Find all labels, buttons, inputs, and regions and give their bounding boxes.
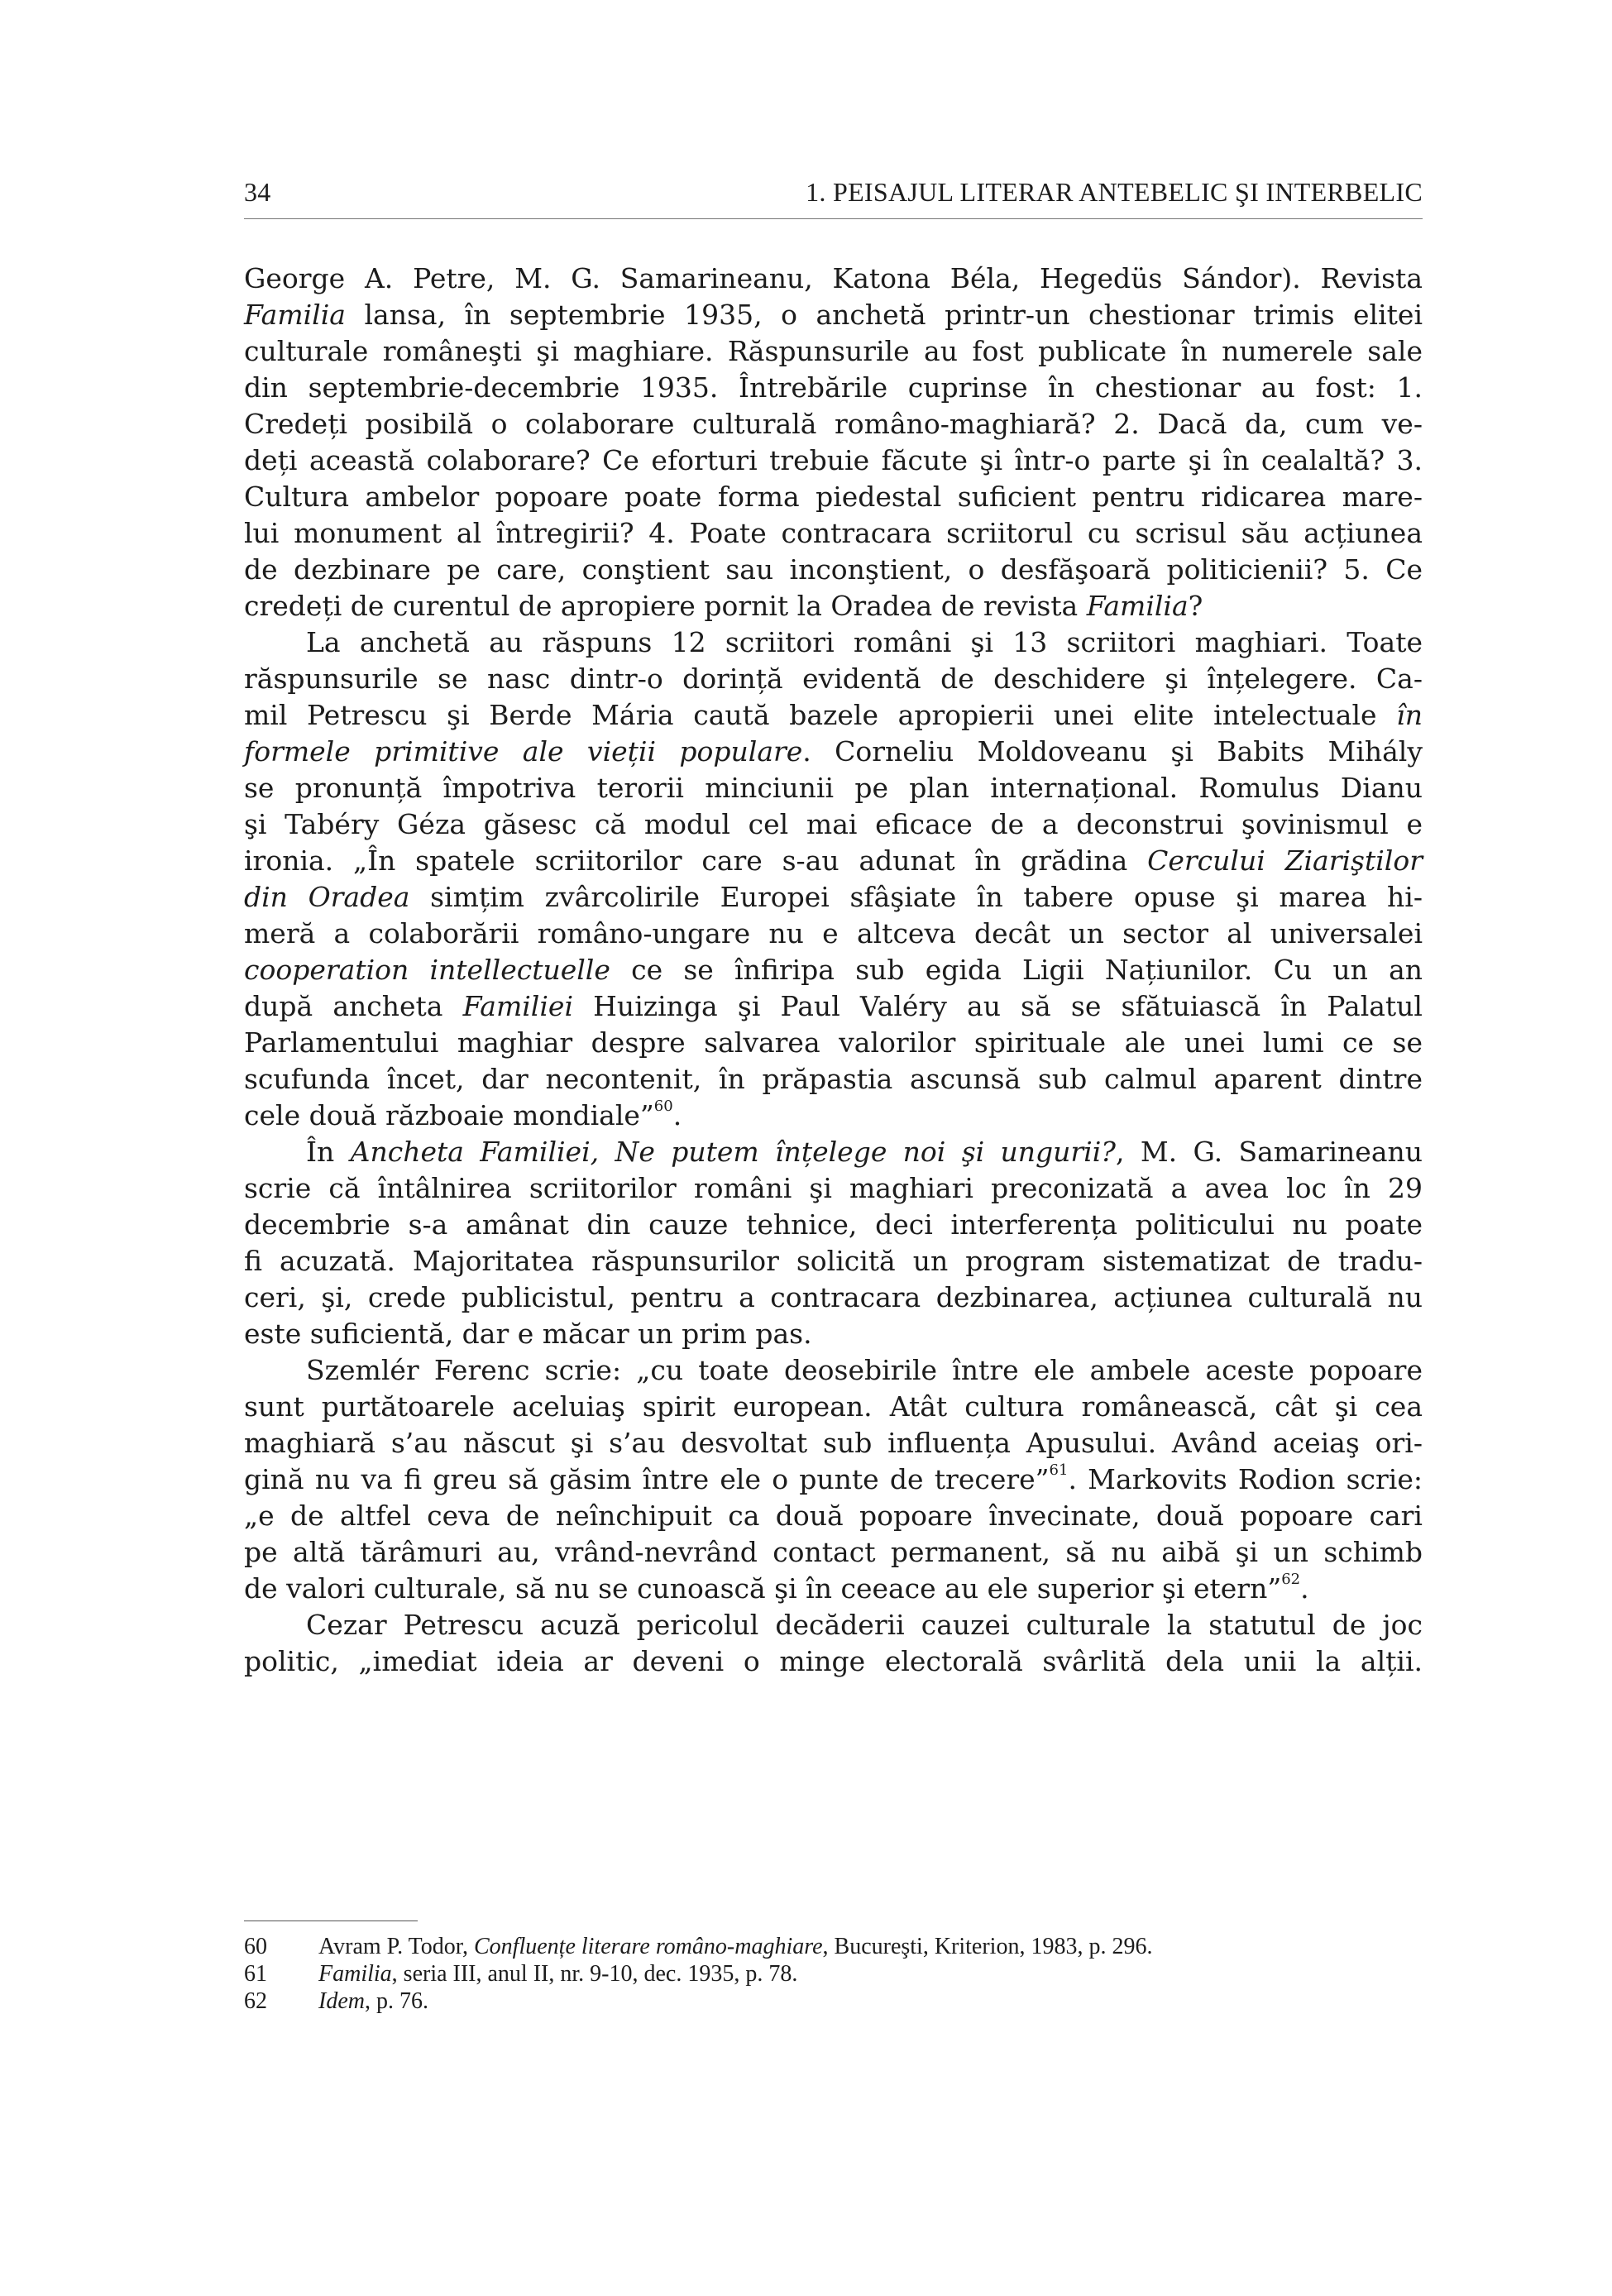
footnote-number: 60 bbox=[244, 1934, 267, 1959]
footnote-60 bbox=[244, 1933, 1423, 1960]
text-line: după ancheta Familiei Huizinga şi Paul Valéry au să se sfătuiască în Palatul bbox=[244, 990, 1423, 1022]
text-line: şi Tabéry Géza găsesc că modul cel mai eficace de a deconstrui şovinismul e bbox=[244, 808, 1423, 840]
text-line: din Oradea simțim zvârcolirile Europei sfâşiate în tabere opuse şi marea hi- bbox=[244, 881, 1423, 913]
page-header bbox=[244, 177, 1423, 219]
text-line: cooperation intellectuelle ce se înfiripa sub egida Ligii Națiunilor. Cu un an bbox=[244, 954, 1423, 986]
text-line: Cultura ambelor popoare poate forma piedestal suficient pentru ridicarea mare- bbox=[244, 481, 1423, 513]
footnote-text: Idem, p. 76. bbox=[318, 1988, 428, 2014]
text-line: cele două războaie mondiale”$^{60}$. bbox=[244, 1098, 682, 1131]
body-text bbox=[244, 261, 1423, 1680]
text-line: este suficientă, dar e măcar un prim pas. bbox=[244, 1318, 812, 1350]
text-line: de dezbinare pe care, conştient sau inconştient, o desfăşoară politicienii? 5. Ce bbox=[244, 553, 1423, 586]
footnote-62 bbox=[244, 1987, 1423, 2015]
text-line: deți această colaborare? Ce eforturi trebuie făcute şi într-o parte şi în cealaltă? 3. bbox=[244, 444, 1423, 476]
text-line: gină nu va fi greu să găsim între ele o punte de trecere”$^{61}$. Markovits Rodion scrie: bbox=[244, 1461, 1423, 1495]
text-line: se pronunță împotriva terorii minciunii pe plan internațional. Romulus Dianu bbox=[244, 772, 1423, 804]
text-line: ceri, şi, crede publicistul, pentru a contracara dezbinarea, acțiunea culturală nu bbox=[244, 1281, 1423, 1313]
footnote-number: 61 bbox=[244, 1961, 267, 1987]
text-line: decembrie s-a amânat din cauze tehnice, deci interferența politicului nu poate bbox=[244, 1208, 1423, 1241]
footnote-ref-62[interactable]: 62 bbox=[1281, 1571, 1301, 1588]
footnote-text: Avram P. Todor, Confluențe literare româno-maghiare, Bucureşti, Kriterion, 1983, p. 296. bbox=[318, 1934, 1153, 1959]
text-line: lui monument al întregirii? 4. Poate contracara scriitorul cu scrisul său acțiunea bbox=[244, 517, 1423, 549]
running-head: 1. PEISAJUL LITERAR ANTEBELIC ŞI INTERBELIC bbox=[806, 177, 1423, 207]
text-line: Credeți posibilă o colaborare culturală româno-maghiară? 2. Dacă da, cum ve- bbox=[244, 408, 1423, 440]
footnote-61 bbox=[244, 1960, 1423, 1987]
page-number: 34 bbox=[244, 177, 271, 207]
text-line: formele primitive ale vieții populare. Corneliu Moldoveanu şi Babits Mihály bbox=[244, 735, 1423, 768]
text-line: fi acuzată. Majoritatea răspunsurilor solicită un program sistematizat de tradu- bbox=[244, 1245, 1423, 1277]
footnote-number: 62 bbox=[244, 1988, 267, 2014]
paragraph-start-line: Cezar Petrescu acuză pericolul decăderii cauzei culturale la statutul de joc bbox=[306, 1609, 1423, 1641]
text-line: mil Petrescu şi Berde Mária caută bazele apropierii unei elite intelectuale în bbox=[244, 699, 1423, 731]
footnote-ref-60[interactable]: 60 bbox=[653, 1098, 673, 1115]
text-line: de valori culturale, să nu se cunoască şi în ceeace au ele superior şi etern”$^{62}$. bbox=[244, 1571, 1309, 1605]
text-line: sunt purtătoarele aceluiaş spirit european. Atât cultura românească, cât şi cea bbox=[244, 1390, 1423, 1423]
text-line: din septembrie-decembrie 1935. Întrebările cuprinse în chestionar au fost: 1. bbox=[244, 371, 1423, 404]
text-line: Parlamentului maghiar despre salvarea valorilor spirituale ale unei lumi ce se bbox=[244, 1026, 1423, 1059]
footnotes bbox=[244, 1933, 1423, 2015]
text-line: George A. Petre, M. G. Samarineanu, Katona Béla, Hegedüs Sándor). Revista bbox=[244, 262, 1423, 294]
text-line: culturale româneşti şi maghiare. Răspunsurile au fost publicate în numerele sale bbox=[244, 335, 1423, 367]
text-line: Familia lansa, în septembrie 1935, o anchetă printr-un chestionar trimis elitei bbox=[244, 299, 1423, 331]
paragraph-start-line: La anchetă au răspuns 12 scriitori români şi 13 scriitori maghiari. Toate bbox=[306, 626, 1423, 658]
text-line: credeți de curentul de apropiere pornit la Oradea de revista Familia? bbox=[244, 590, 1203, 622]
text-line: scufunda încet, dar necontenit, în prăpastia ascunsă sub calmul aparent dintre bbox=[244, 1063, 1423, 1095]
text-line: răspunsurile se nasc dintr-o dorință evidentă de deschidere şi înțelegere. Ca- bbox=[244, 662, 1423, 695]
text-line: „e de altfel ceva de neînchipuit ca două popoare învecinate, două popoare cari bbox=[244, 1500, 1423, 1532]
paragraph-start-line: Szemlér Ferenc scrie: „cu toate deosebirile între ele ambele aceste popoare bbox=[306, 1354, 1423, 1386]
footnote-ref-61[interactable]: 61 bbox=[1049, 1461, 1069, 1479]
text-line: maghiară s’au născut şi s’au desvoltat sub influența Apusului. Având aceiaş ori- bbox=[244, 1427, 1423, 1459]
text-line: meră a colaborării româno-ungare nu e altceva decât un sector al universalei bbox=[244, 917, 1423, 949]
text-line: scrie că întâlnirea scriitorilor români şi maghiari preconizată a avea loc în 29 bbox=[244, 1172, 1423, 1204]
text-line: pe altă tărâmuri au, vrând-nevrând contact permanent, să nu aibă şi un schimb bbox=[244, 1536, 1423, 1568]
text-line: ironia. „În spatele scriitorilor care s-au adunat în grădina Cercului Ziariştilor bbox=[244, 844, 1423, 877]
footnote-text: Familia, seria III, anul II, nr. 9-10, dec. 1935, p. 78. bbox=[318, 1961, 798, 1987]
text-line: politic, „imediat ideia ar deveni o minge electorală svârlită dela unii la alții. bbox=[244, 1645, 1423, 1677]
paragraph-start-line: În Ancheta Familiei, Ne putem înțelege noi şi ungurii?, M. G. Samarineanu bbox=[306, 1136, 1423, 1168]
